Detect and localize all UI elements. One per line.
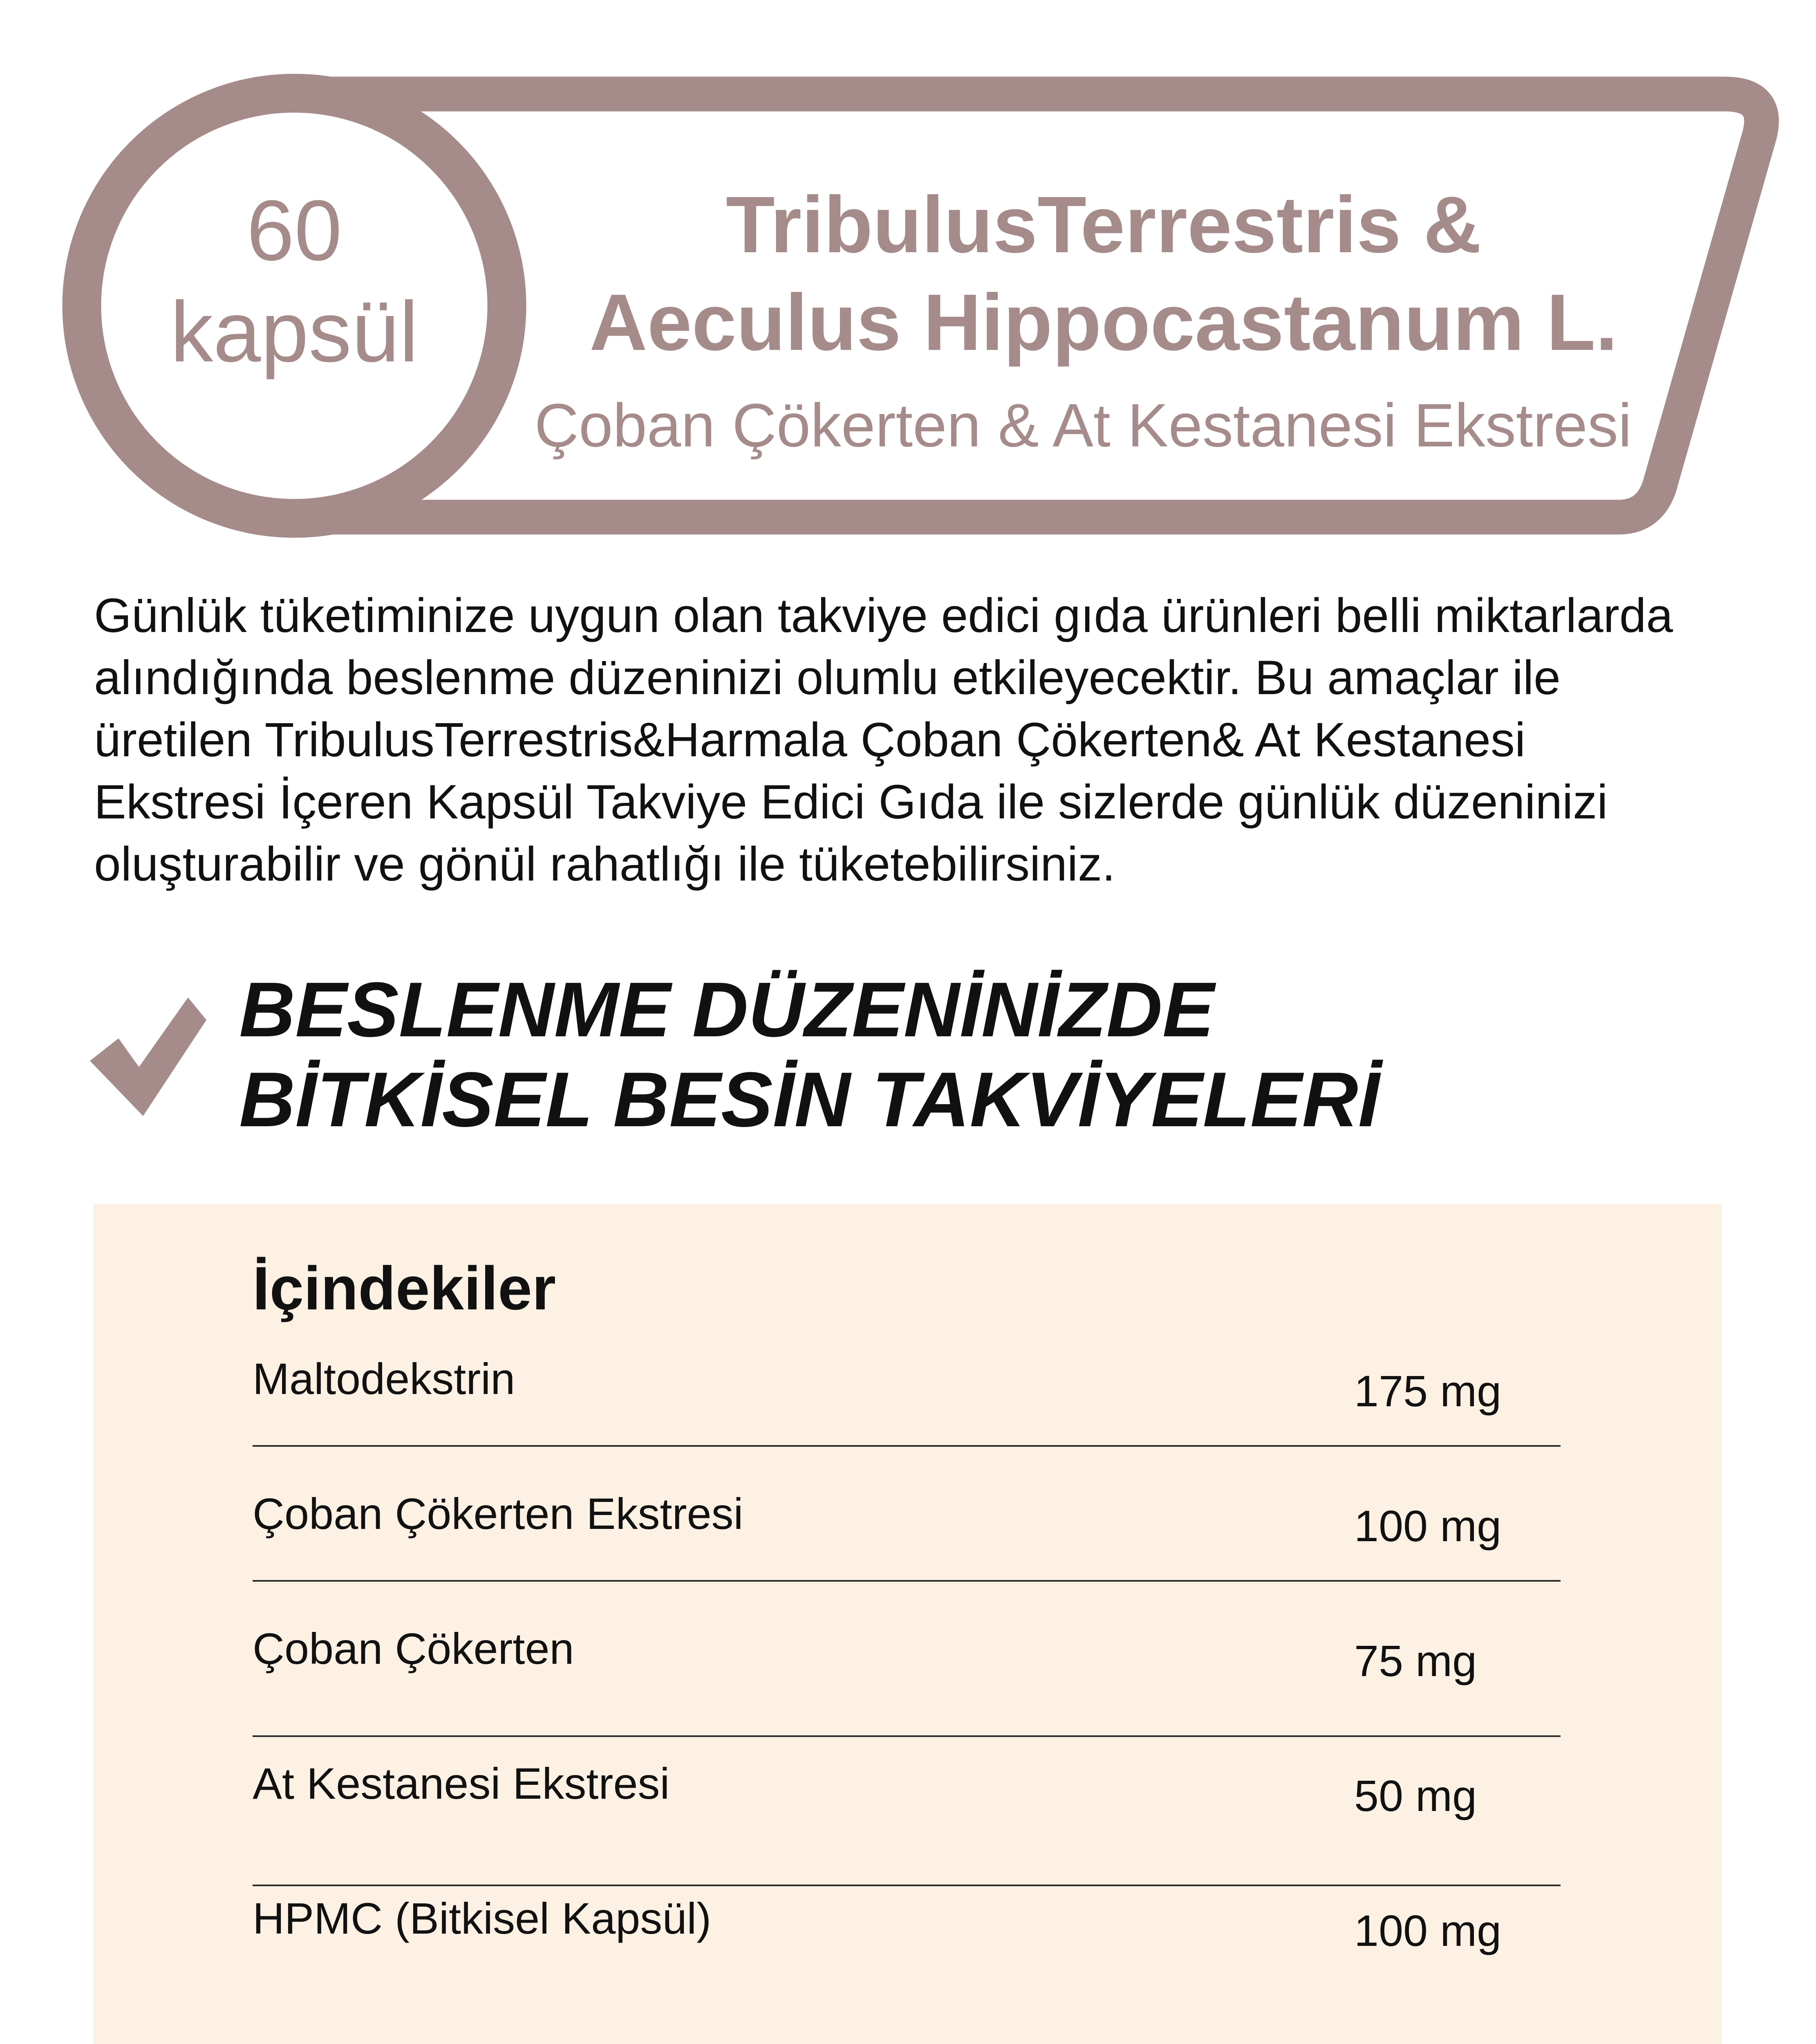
ingredient-amount: 175 mg bbox=[1354, 1366, 1502, 1416]
ingredient-divider bbox=[253, 1885, 1561, 1886]
ingredient-divider bbox=[253, 1735, 1561, 1737]
capsule-count-unit: kapsül bbox=[170, 283, 419, 380]
ingredient-amount: 50 mg bbox=[1354, 1771, 1477, 1820]
product-title bbox=[511, 176, 1696, 371]
ingredient-row bbox=[253, 1623, 1561, 1758]
ingredient-divider bbox=[253, 1445, 1561, 1447]
ingredient-amount: 100 mg bbox=[1354, 1906, 1502, 1955]
ingredients-title: İçindekiler bbox=[253, 1254, 556, 1322]
ingredient-name: HPMC (Bitkisel Kapsül) bbox=[253, 1894, 712, 1943]
product-subtitle: Çoban Çökerten & At Kestanesi Ekstresi bbox=[534, 391, 1632, 459]
ingredient-row bbox=[253, 1758, 1561, 1893]
ingredient-row bbox=[253, 1893, 1561, 2028]
ingredient-amount: 75 mg bbox=[1354, 1636, 1477, 1685]
capsule-count-number: 60 bbox=[246, 182, 342, 278]
ingredients-panel bbox=[93, 1204, 1722, 2044]
intro-paragraph: Günlük tüketiminize uygun olan takviye edici gıda ürünleri belli miktarlarda alındığında beslenme düzeninizi olumlu etkileyecektir. Bu amaçlar ile üretilen TribulusTerrestris&Harmala Çoban Çökerten& At Kestanesi Ekstresi İçeren Kapsül Takviye Edici Gıda ile sizlerde günlük düzeninizi oluşturabilir ve gönül rahatlığı ile tüketebilirsiniz. bbox=[94, 589, 1673, 891]
capsule-count bbox=[94, 180, 495, 383]
ingredient-row bbox=[253, 1353, 1561, 1488]
ingredient-name: Çoban Çökerten bbox=[253, 1624, 574, 1673]
ingredient-amount: 100 mg bbox=[1354, 1501, 1502, 1551]
product-title-line2: Aeculus Hippocastanum L. bbox=[589, 278, 1618, 368]
ingredient-divider bbox=[253, 1580, 1561, 1582]
check-icon bbox=[86, 989, 208, 1120]
ingredient-name: Maltodekstrin bbox=[253, 1354, 515, 1403]
headline-line1: BESLENME DÜZENİNİZDE bbox=[239, 966, 1214, 1053]
headline-line2: BİTKİSEL BESİN TAKVİYELERİ bbox=[239, 1056, 1380, 1143]
ingredient-name: Çoban Çökerten Ekstresi bbox=[253, 1489, 743, 1538]
section-headline bbox=[239, 965, 1711, 1145]
ingredient-row bbox=[253, 1488, 1561, 1623]
ingredient-name: At Kestanesi Ekstresi bbox=[253, 1759, 670, 1808]
product-title-line1: TribulusTerrestris & bbox=[726, 180, 1482, 269]
